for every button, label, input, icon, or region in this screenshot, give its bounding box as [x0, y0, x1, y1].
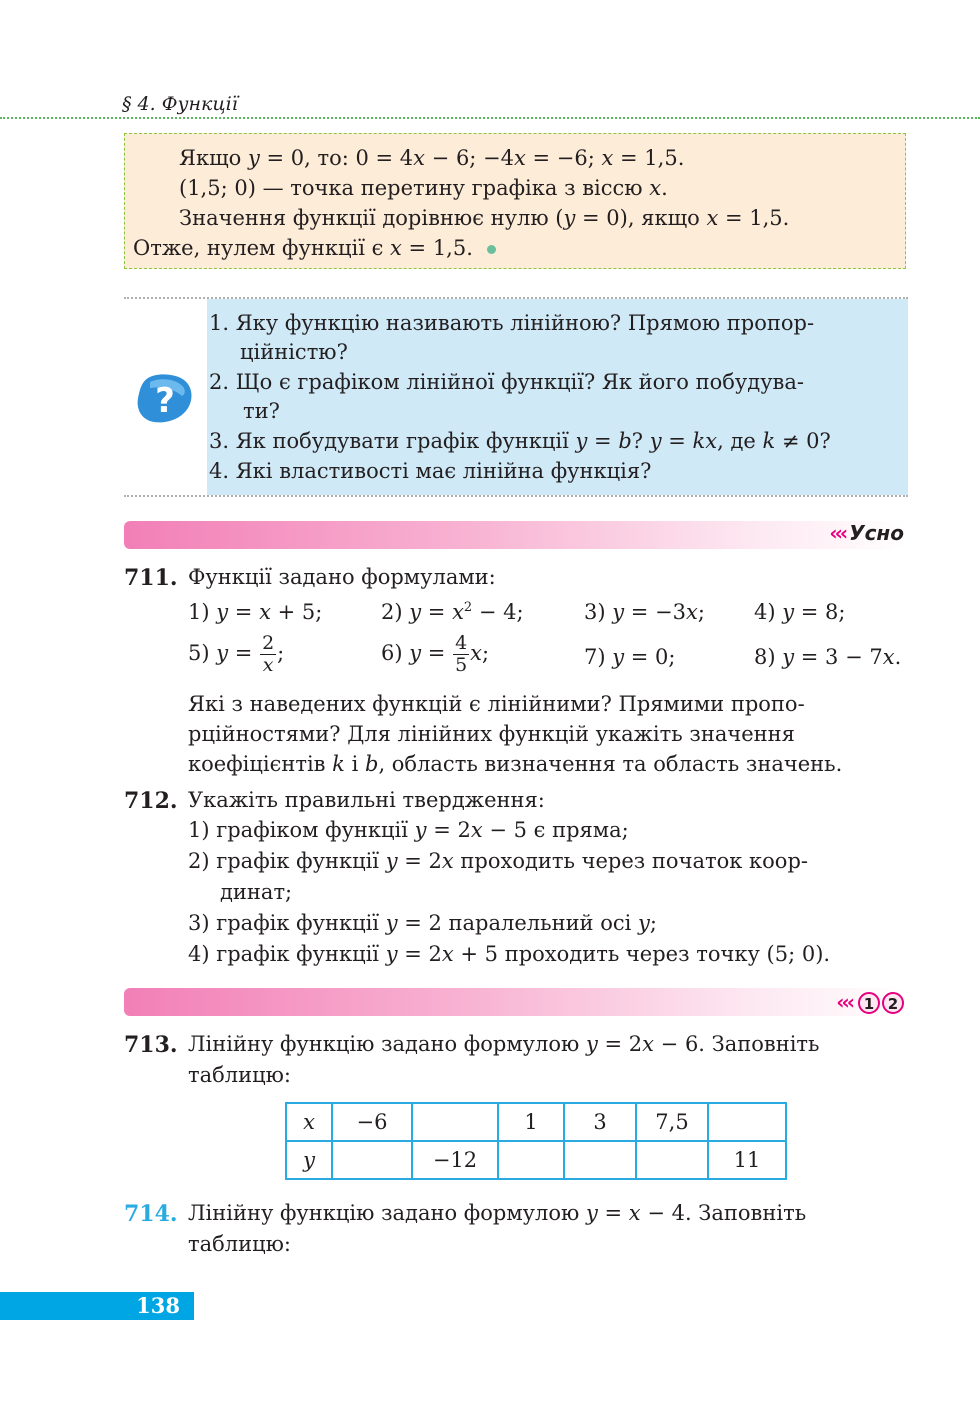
exercise-714-text-2: таблицю: — [188, 1232, 291, 1256]
page-number: 138 — [136, 1293, 180, 1318]
header-divider — [0, 117, 980, 119]
formula-4: 4) y = 8; — [754, 600, 846, 624]
exercise-712-title: Укажіть правильні твердження: — [188, 788, 545, 812]
statement-1: 1) графіком функції y = 2x − 5 є пряма; — [188, 818, 629, 842]
exercise-713-number: 713. — [124, 1032, 178, 1058]
formula-8: 8) y = 3 − 7x. — [754, 645, 902, 669]
questions-bottom-rule — [124, 495, 908, 497]
level-2-badge: 2 — [882, 992, 904, 1014]
table-cell: 7,5 — [636, 1103, 708, 1141]
table-cell — [412, 1103, 498, 1141]
page-number-bar — [0, 1292, 194, 1320]
statement-2-cont: динат; — [220, 880, 293, 904]
values-table — [285, 1102, 787, 1180]
levels-section-band — [124, 988, 908, 1016]
formula-2: 2) $y = x^2 - 4$; — [381, 600, 524, 624]
levels-label — [836, 990, 904, 1014]
statement-4: 4) графік функції y = 2x + 5 проходить через точку (5; 0). — [188, 942, 831, 966]
formula-7: 7) y = 0; — [584, 645, 676, 669]
table-cell: −12 — [412, 1141, 498, 1179]
formula-5: 5) y = $\frac{2}{x}$ ; — [188, 632, 285, 676]
table-cell: 1 — [498, 1103, 564, 1141]
table-cell — [564, 1141, 636, 1179]
section-title: § 4. Функції — [122, 93, 238, 115]
question-2: 2. Що є графіком лінійної функції? Як його побудува- — [209, 370, 804, 394]
statement-3: 3) графік функції y = 2 паралельний осі y; — [188, 911, 657, 935]
fraction-2-over-x: $\frac{2}{x}$ — [262, 632, 275, 676]
chevrons-icon: ‹‹‹ — [829, 521, 846, 545]
question-1: 1. Яку функцію називають лінійною? Прямою пропор- — [209, 311, 815, 335]
table-cell — [708, 1103, 786, 1141]
exercise-711-text-2: рційностями? Для лінійних функцій укажіть значення — [188, 722, 795, 746]
table-row-y — [286, 1141, 786, 1179]
table-cell: y — [286, 1141, 332, 1179]
exercise-711-title: Функції задано формулами: — [188, 565, 496, 589]
end-marker-dot — [487, 245, 496, 254]
table-cell: x — [286, 1103, 332, 1141]
table-cell — [498, 1141, 564, 1179]
example-line-2: (1,5; 0) — точка перетину графіка з віссю x. — [179, 176, 668, 200]
table-cell: 11 — [708, 1141, 786, 1179]
exercise-713-text-2: таблицю: — [188, 1063, 291, 1087]
table-cell — [332, 1141, 412, 1179]
formula-6: 6) y = $\frac{4}{5}$ x; — [381, 632, 490, 676]
exercise-714-number: 714. — [124, 1201, 178, 1227]
question-1-cont: ційністю? — [240, 340, 348, 364]
level-1-badge: 1 — [858, 992, 880, 1014]
oral-section-band — [124, 521, 908, 549]
oral-label: ‹‹‹ Усно — [829, 521, 904, 545]
example-line-1: Якщо y = 0, то: 0 = 4x − 6; −4x = −6; x = 1,5. — [179, 146, 685, 170]
question-3: 3. Як побудувати графік функції y = b? y = kx, де k ≠ 0? — [209, 429, 831, 453]
exercise-712-number: 712. — [124, 788, 178, 814]
table-row-x — [286, 1103, 786, 1141]
exercise-713-text-1: Лінійну функцію задано формулою y = 2x − 6. Заповніть — [188, 1032, 820, 1056]
fraction-4-over-5: $\frac{4}{5}$ — [455, 632, 468, 676]
question-4: 4. Які властивості має лінійна функція? — [209, 459, 652, 483]
exercise-711-text-1: Які з наведених функцій є лінійними? Прямими пропо- — [188, 692, 805, 716]
example-box — [124, 133, 906, 269]
question-mark-icon — [136, 372, 194, 426]
exercise-714-text-1: Лінійну функцію задано формулою y = x − 4. Заповніть — [188, 1201, 807, 1225]
formula-1: 1) y = x + 5; — [188, 600, 323, 624]
questions-box — [207, 299, 908, 495]
question-2-cont: ти? — [243, 399, 280, 423]
exercise-711-number: 711. — [124, 565, 178, 591]
table-cell: 3 — [564, 1103, 636, 1141]
example-line-4: Отже, нулем функції є x = 1,5. — [133, 236, 496, 260]
chevrons-icon: ‹‹‹ — [836, 990, 852, 1014]
exercise-711-text-3: коефіцієнтів k і b, область визначення та область значень. — [188, 752, 843, 776]
example-line-3: Значення функції дорівнює нулю (y = 0), якщо x = 1,5. — [179, 206, 790, 230]
svg-text:?: ? — [155, 381, 175, 421]
formula-3: 3) y = −3x; — [584, 600, 705, 624]
statement-2: 2) графік функції y = 2x проходить через початок коор- — [188, 849, 808, 873]
table-cell: −6 — [332, 1103, 412, 1141]
table-cell — [636, 1141, 708, 1179]
